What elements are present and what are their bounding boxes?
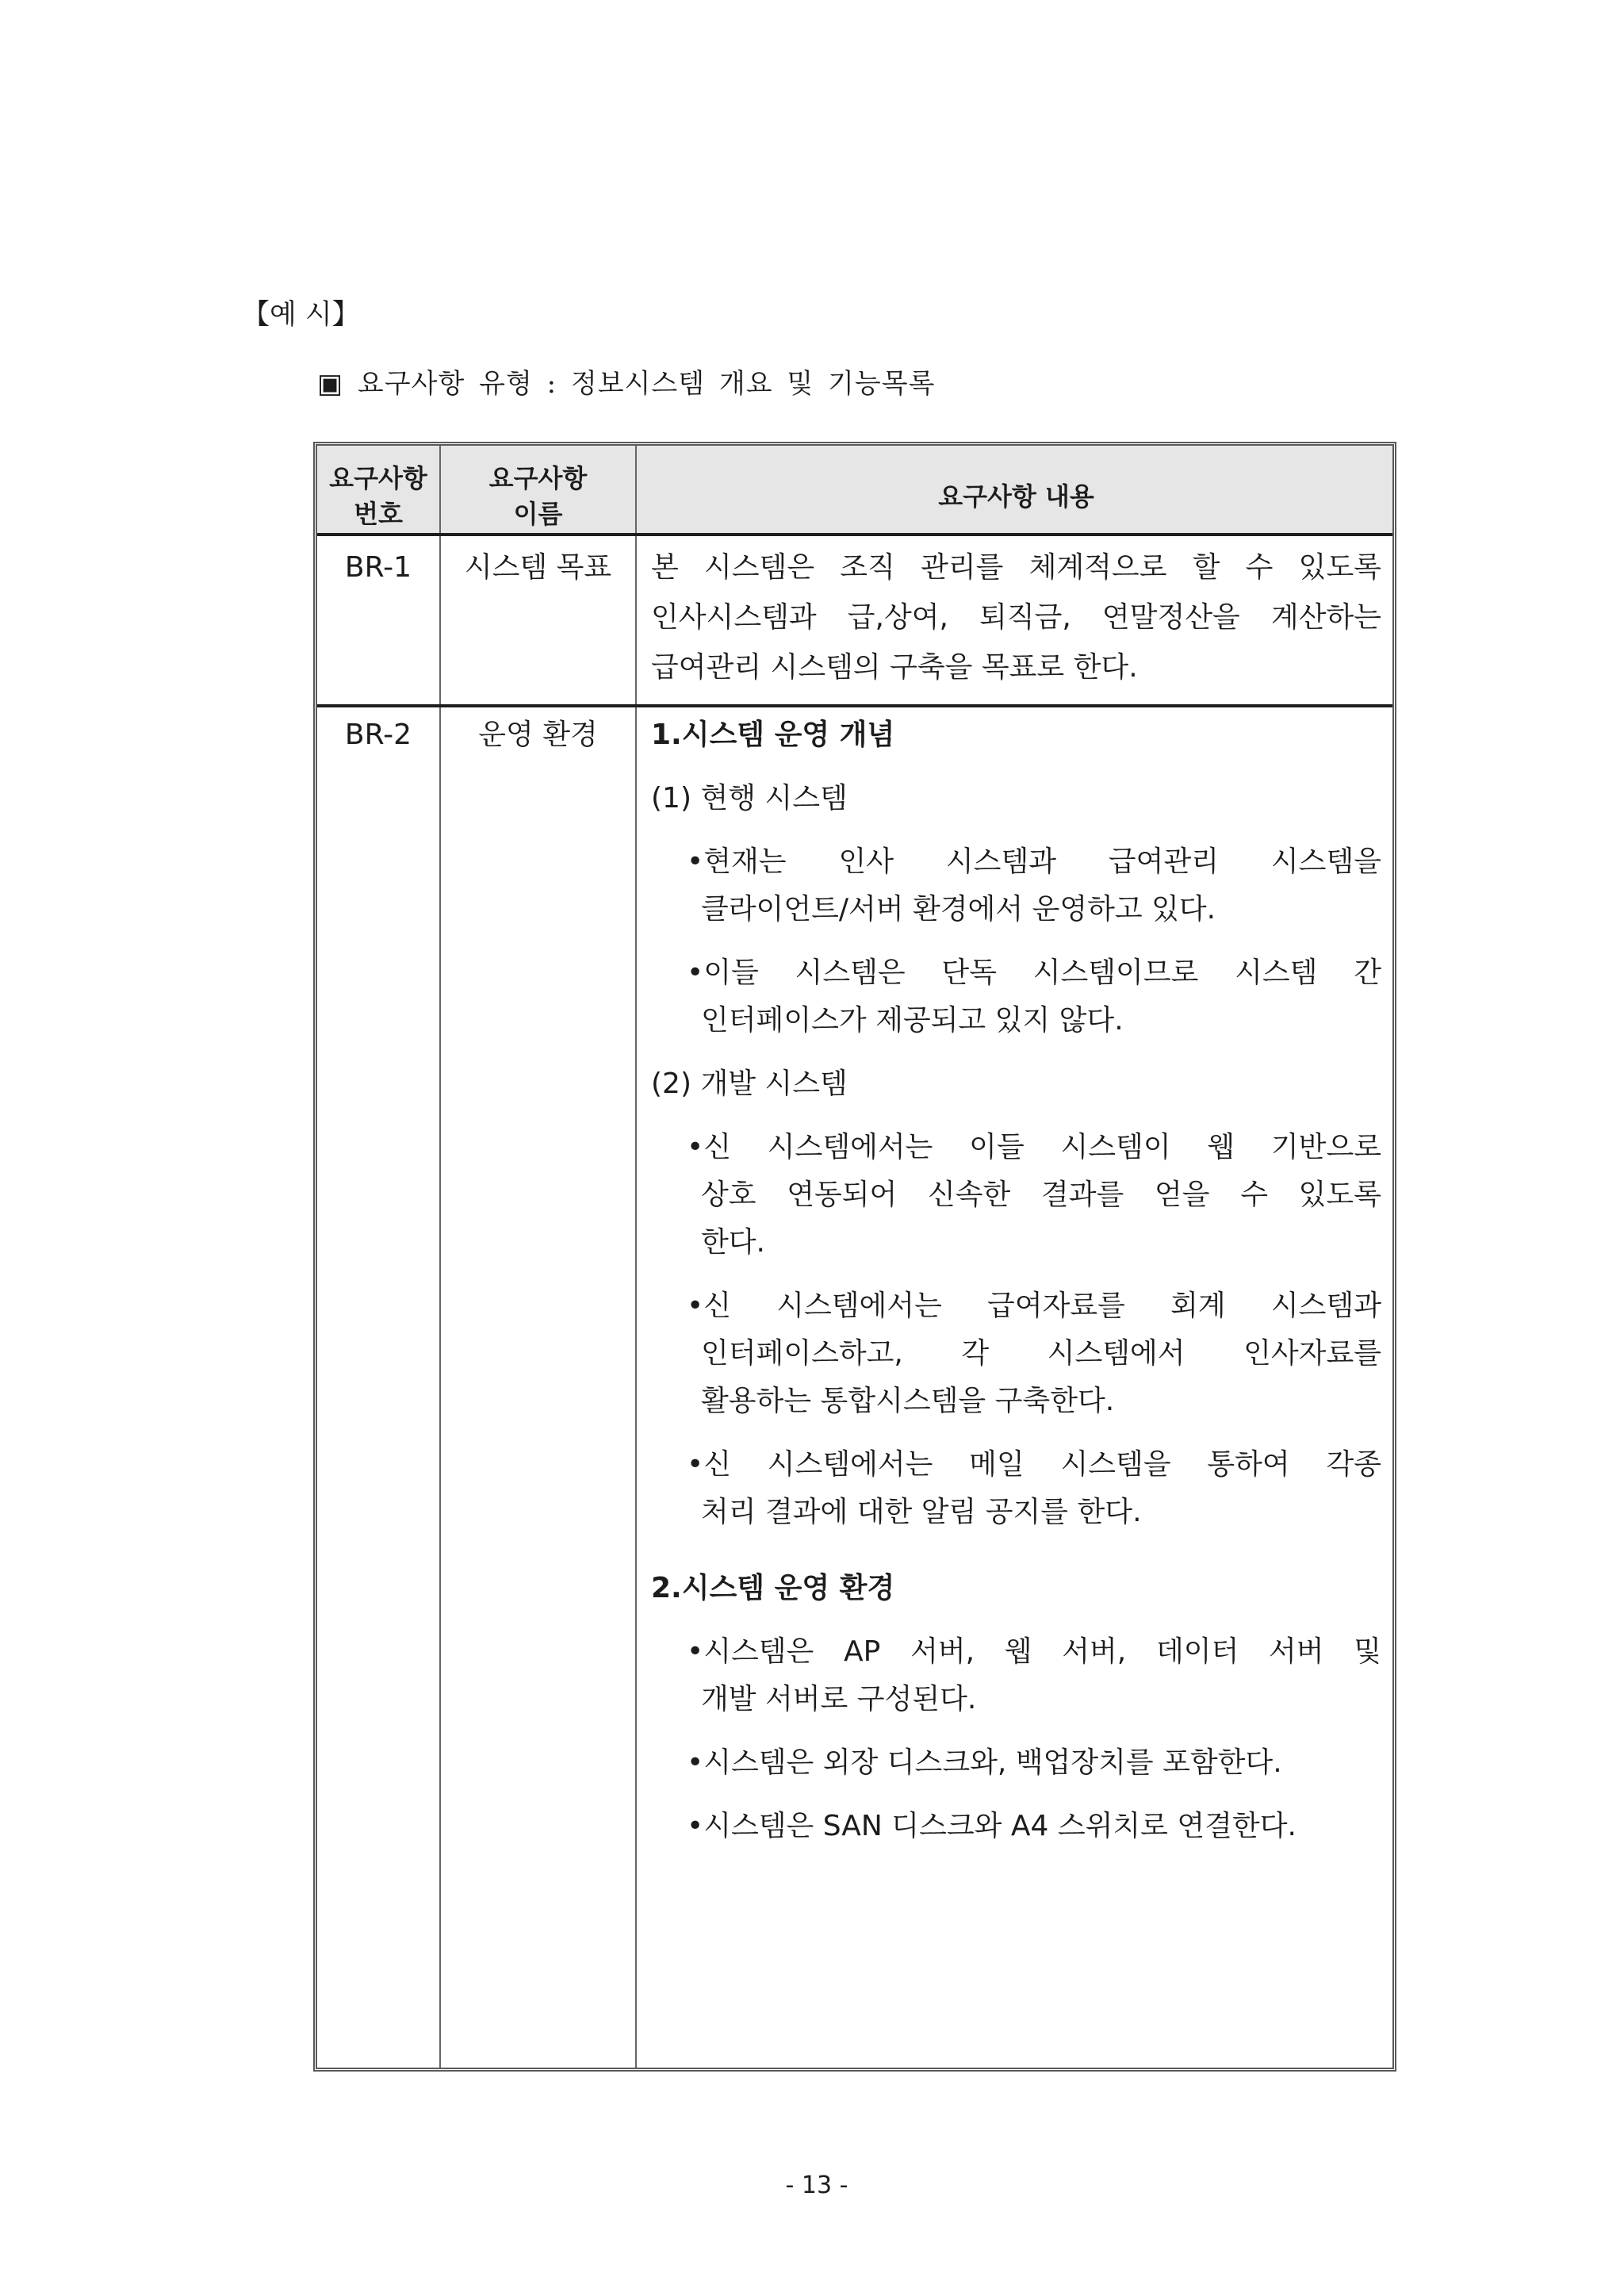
- example-heading: 【예 시】: [242, 299, 360, 331]
- subsection: [651, 1060, 1381, 1108]
- requirement-content: [637, 536, 1392, 704]
- bullet-item: [651, 838, 1381, 933]
- header-content: [637, 446, 1392, 533]
- bullet-line: •신 시스템에서는 이들 시스템이 웹 기반으로: [687, 1131, 1381, 1163]
- bullet-item: [651, 1739, 1381, 1787]
- bullet-line: 인터페이스가 제공되고 있지 않다.: [701, 1004, 1124, 1037]
- section-title: 1.시스템 운영 개념: [651, 719, 895, 751]
- bullet-line: •현재는 인사 시스템과 급여관리 시스템을: [687, 845, 1381, 878]
- bullet-line: 상호 연동되어 신속한 결과를 얻을 수 있도록: [701, 1179, 1381, 1211]
- header-number-line: 요구사항: [329, 463, 427, 493]
- bullet-line: 개발 서버로 구성된다.: [701, 1683, 977, 1715]
- bullet-item: [651, 1124, 1381, 1267]
- bullet-line: •시스템은 외장 디스크와, 백업장치를 포함한다.: [687, 1746, 1282, 1779]
- table-row-br-1: [317, 536, 1392, 707]
- bullet-line: 활용하는 통합시스템을 구축한다.: [701, 1385, 1115, 1417]
- content-line: 인사시스템과 급,상여, 퇴직금, 연말정산을 계산하는: [651, 601, 1381, 634]
- content-line: 급여관리 시스템의 구축을 목표로 한다.: [651, 651, 1138, 684]
- header-name: [441, 446, 637, 533]
- requirement-type-title: ▣ 요구사항 유형 : 정보시스템 개요 및 기능목록: [317, 368, 936, 400]
- page-number: - 13 -: [785, 2171, 848, 2199]
- header-name-line: 이름: [513, 499, 563, 529]
- content-line: 본 시스템은 조직 관리를 체계적으로 할 수 있도록: [651, 551, 1381, 584]
- requirement-number-text: BR-2: [344, 719, 412, 751]
- requirement-name: [441, 536, 637, 704]
- subsection-title: (1) 현행 시스템: [651, 782, 848, 815]
- requirement-content: [637, 707, 1392, 2068]
- section-title: 2.시스템 운영 환경: [651, 1572, 895, 1604]
- bullet-line: •이들 시스템은 단독 시스템이므로 시스템 간: [687, 956, 1381, 989]
- section: [651, 1565, 1381, 1612]
- bullet-line: 인터페이스하고, 각 시스템에서 인사자료를: [701, 1337, 1381, 1370]
- bullet-line: •시스템은 SAN 디스크와 A4 스위치로 연결한다.: [687, 1810, 1297, 1842]
- requirement-name: [441, 707, 637, 2068]
- bullet-item: [651, 949, 1381, 1045]
- bullet-item: [651, 1628, 1381, 1723]
- bullet-item: [651, 1282, 1381, 1425]
- header-content-label: 요구사항 내용: [938, 481, 1094, 512]
- header-name-line: 요구사항: [488, 463, 588, 493]
- bullet-item: [651, 1441, 1381, 1536]
- bullet-line: 클라이언트/서버 환경에서 운영하고 있다.: [701, 893, 1216, 926]
- requirements-table: [313, 442, 1396, 2072]
- requirement-number: [317, 536, 441, 704]
- subsection: [651, 775, 1381, 822]
- table-header-row: [317, 446, 1392, 536]
- requirement-number-text: BR-1: [344, 551, 412, 584]
- bullet-line: 한다.: [701, 1226, 765, 1259]
- bullet-item: [651, 1803, 1381, 1850]
- bullet-line: 처리 결과에 대한 알림 공지를 한다.: [701, 1496, 1142, 1528]
- bullet-line: •시스템은 AP 서버, 웹 서버, 데이터 서버 및: [687, 1635, 1381, 1668]
- header-number: [317, 446, 441, 533]
- subsection-title: (2) 개발 시스템: [651, 1068, 848, 1100]
- header-number-line: 번호: [354, 499, 403, 529]
- table-row-br-2: [317, 707, 1392, 2068]
- requirement-number: [317, 707, 441, 2068]
- bullet-line: •신 시스템에서는 급여자료를 회계 시스템과: [687, 1290, 1381, 1322]
- bullet-line: •신 시스템에서는 메일 시스템을 통하여 각종: [687, 1448, 1381, 1481]
- requirement-name-text: 시스템 목표: [464, 551, 612, 584]
- requirement-name-text: 운영 환경: [478, 719, 598, 751]
